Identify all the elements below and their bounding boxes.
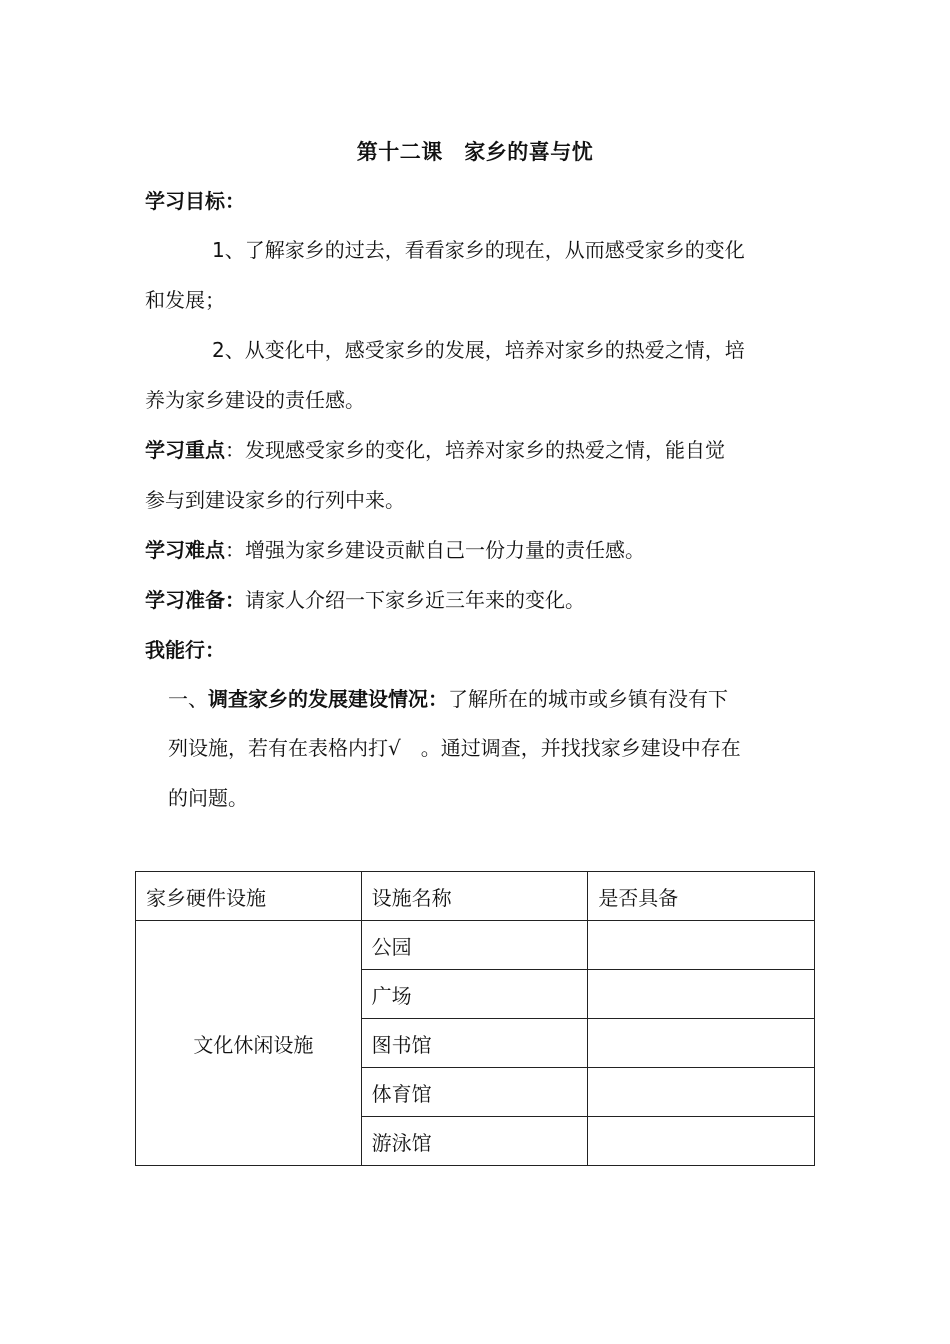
can-do-heading: 我能行： [145,638,225,662]
task-1-label: 调查家乡的发展建设情况： [208,687,448,711]
preparation-line [145,582,585,618]
facilities-table [135,871,815,1166]
difficulties-text: ：增强为家乡建设贡献自己一份力量的责任感。 [225,538,645,562]
availability-cell[interactable] [588,970,815,1019]
objectives-heading: 学习目标： [145,189,245,213]
task-1-text: 了解所在的城市或乡镇有没有下 [448,687,728,711]
objective-1-line-1: 1、了解家乡的过去，看看家乡的现在，从而感受家乡的变化 [212,238,745,262]
availability-cell[interactable] [588,1117,815,1166]
table-row [136,921,815,970]
key-points-line-2: 参与到建设家乡的行列中来。 [145,488,405,512]
key-points-line-1 [145,432,725,468]
page-title: 第十二课 家乡的喜与忧 [356,140,594,164]
objective-2-line-1: 2、从变化中，感受家乡的发展，培养对家乡的热爱之情，培 [212,338,745,362]
objective-2-line-2: 养为家乡建设的责任感。 [145,388,365,412]
facility-name-cell: 公园 [361,921,588,970]
header-cell-facility-type: 家乡硬件设施 [136,872,362,921]
availability-cell[interactable] [588,1068,815,1117]
header-cell-facility-name: 设施名称 [361,872,588,921]
task-1-line-3: 的问题。 [168,786,248,810]
availability-cell[interactable] [588,1019,815,1068]
table-header-row [136,872,815,921]
category-cell: 文化休闲设施 [136,921,362,1166]
facility-name-cell: 广场 [361,970,588,1019]
task-1-line-2: 列设施，若有在表格内打√ 。通过调查，并找找家乡建设中存在 [168,736,741,760]
key-points-text: ：发现感受家乡的变化，培养对家乡的热爱之情，能自觉 [225,438,725,462]
preparation-label: 学习准备： [145,588,245,612]
facility-name-cell: 体育馆 [361,1068,588,1117]
difficulties-line [145,532,645,568]
facility-name-cell: 游泳馆 [361,1117,588,1166]
objective-1-line-2: 和发展； [145,288,225,312]
availability-cell[interactable] [588,921,815,970]
header-cell-available: 是否具备 [588,872,815,921]
task-1-line-1 [168,681,728,717]
key-points-label: 学习重点 [145,438,225,462]
facility-name-cell: 图书馆 [361,1019,588,1068]
difficulties-label: 学习难点 [145,538,225,562]
task-1-prefix: 一、 [168,687,208,711]
preparation-text: 请家人介绍一下家乡近三年来的变化。 [245,588,585,612]
